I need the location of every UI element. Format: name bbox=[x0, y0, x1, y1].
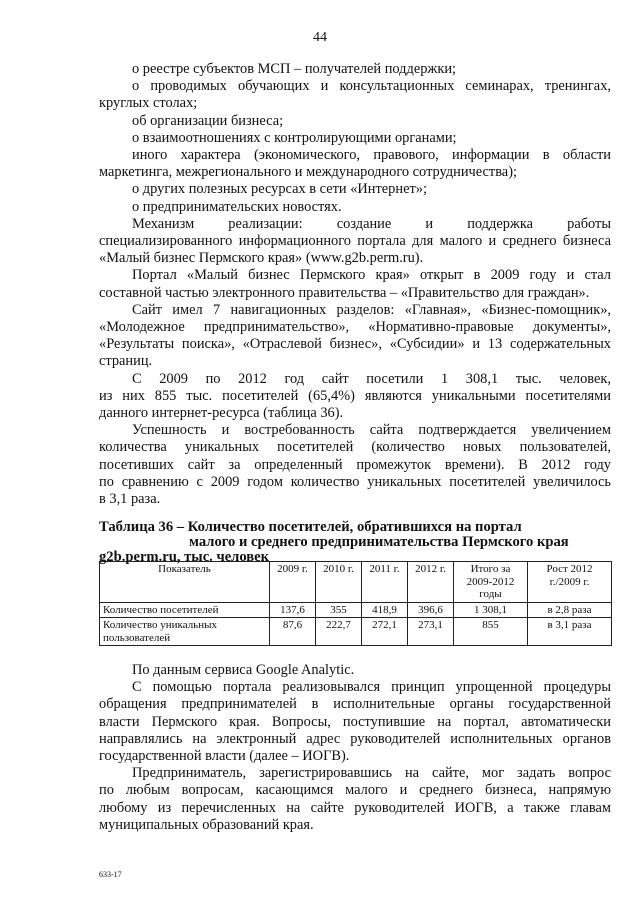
text-line: посетивших сайт за определенный промежуток времени). В 2012 году bbox=[99, 456, 611, 473]
text-line: «Результаты поиска», «Отраслевой бизнес», «Субсидии» и 13 содержательных bbox=[99, 336, 611, 353]
table-cell: в 3,1 раза bbox=[528, 618, 612, 646]
table-cell: Количество посетителей bbox=[100, 602, 270, 618]
text-line: любому из перечисленных на сайте руководителей ИОГВ, а также главам bbox=[99, 799, 611, 816]
table-caption-line1: Таблица 36 – Количество посетителей, обратившихся на портал bbox=[99, 519, 522, 535]
text-line: Успешность и востребованность сайта подтверждается увеличением bbox=[132, 422, 611, 439]
table-cell: 87,6 bbox=[270, 618, 316, 646]
table-header-cell: Показатель bbox=[100, 562, 270, 603]
footer-code: 633-17 bbox=[99, 870, 122, 879]
table-cell: 355 bbox=[316, 602, 362, 618]
text-line: данного интернет-ресурса (таблица 36). bbox=[99, 405, 344, 422]
table-row bbox=[100, 618, 612, 646]
text-line: составной частью электронного правительства – «Правительство для граждан». bbox=[99, 284, 590, 301]
page-number: 44 bbox=[313, 30, 327, 45]
table-header-cell: Итого за 2009-2012 годы bbox=[454, 562, 528, 603]
text-line: о взаимоотношениях с контролирующими органами; bbox=[132, 129, 457, 146]
visitors-table bbox=[99, 561, 612, 646]
text-line: специализированного информационного портала для малого и среднего бизнеса bbox=[99, 233, 611, 250]
after-table-text bbox=[99, 662, 611, 834]
text-line: о проводимых обучающих и консультационных семинарах, тренингах, bbox=[132, 78, 611, 95]
text-line: государственной власти (далее – ИОГВ). bbox=[99, 748, 350, 765]
table-row bbox=[100, 602, 612, 618]
text-line: «Малый бизнес Пермского края» (www.g2b.perm.ru). bbox=[99, 250, 424, 267]
table-header-cell: 2011 г. bbox=[362, 562, 408, 603]
table-cell: 137,6 bbox=[270, 602, 316, 618]
text-line: об организации бизнеса; bbox=[132, 112, 284, 129]
table-cell: 273,1 bbox=[408, 618, 454, 646]
text-line: о реестре субъектов МСП – получателей поддержки; bbox=[132, 61, 457, 77]
table-cell: Количество уникальных пользователей bbox=[100, 618, 270, 646]
table-cell: 396,6 bbox=[408, 602, 454, 618]
text-line: «Молодежное предпринимательство», «Нормативно-правовые документы», bbox=[99, 319, 611, 336]
table-cell: 222,7 bbox=[316, 618, 362, 646]
text-line: муниципальных образований края. bbox=[99, 816, 314, 833]
text-line: С 2009 по 2012 год сайт посетили 1 308,1 тыс. человек, bbox=[132, 370, 611, 387]
text-line: по любым вопросам, касающимся малого и среднего бизнеса, напрямую bbox=[99, 782, 611, 799]
body-text bbox=[99, 61, 611, 508]
table-cell: 855 bbox=[454, 618, 528, 646]
text-line: обращения предпринимателей в исполнительные органы государственной bbox=[99, 696, 611, 713]
table-header-cell: 2009 г. bbox=[270, 562, 316, 603]
text-line: Предприниматель, зарегистрировавшись на сайте, мог задать вопрос bbox=[132, 765, 611, 782]
text-line: Сайт имел 7 навигационных разделов: «Главная», «Бизнес-помощник», bbox=[132, 301, 611, 318]
table-caption-line2: малого и среднего предпринимательства Пермского края bbox=[189, 534, 569, 550]
table-cell: 1 308,1 bbox=[454, 602, 528, 618]
text-line: о других полезных ресурсах в сети «Интернет»; bbox=[132, 181, 427, 198]
text-line: из них 855 тыс. посетителей (65,4%) являются уникальными посетителями bbox=[99, 387, 611, 404]
text-line: направлялись на электронный адрес руководителей исполнительных органов bbox=[99, 730, 611, 747]
text-line: Портал «Малый бизнес Пермского края» открыт в 2009 году и стал bbox=[132, 267, 611, 284]
text-line: С помощью портала реализовывался принцип упрощенной процедуры bbox=[132, 679, 611, 696]
table-header-row bbox=[100, 562, 612, 603]
text-line: о предпринимательских новостях. bbox=[132, 198, 342, 215]
table-header-cell: Рост 2012 г./2009 г. bbox=[528, 562, 612, 603]
text-line: иного характера (экономического, правового, информации в области bbox=[132, 147, 611, 164]
table-caption-line3: g2b.perm.ru, тыс. человек bbox=[99, 549, 270, 565]
table-cell: 418,9 bbox=[362, 602, 408, 618]
text-line: количества уникальных посетителей (количество новых пользователей, bbox=[99, 439, 611, 456]
text-line: по сравнению с 2009 годом количество уникальных посетителей увеличилось bbox=[99, 473, 611, 490]
text-line: круглых столах; bbox=[99, 95, 198, 112]
table-header-cell: 2012 г. bbox=[408, 562, 454, 603]
table-cell: 272,1 bbox=[362, 618, 408, 646]
text-line: в 3,1 раза. bbox=[99, 491, 161, 508]
text-line: По данным сервиса Google Analytic. bbox=[132, 662, 355, 678]
text-line: страниц. bbox=[99, 353, 153, 370]
text-line: маркетинга, межрегионального и международного сотрудничества); bbox=[99, 164, 517, 181]
table-caption bbox=[99, 520, 611, 565]
table-header-cell: 2010 г. bbox=[316, 562, 362, 603]
text-line: Механизм реализации: создание и поддержка работы bbox=[132, 215, 611, 232]
text-line: власти Пермского края. Вопросы, поступившие на портал, автоматически bbox=[99, 713, 611, 730]
table-cell: в 2,8 раза bbox=[528, 602, 612, 618]
